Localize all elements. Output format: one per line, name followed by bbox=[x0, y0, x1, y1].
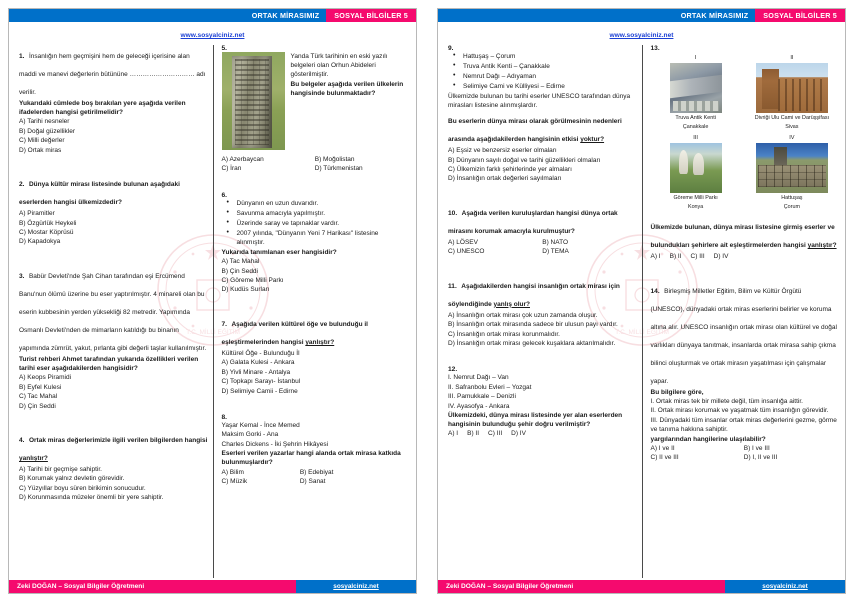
list-item: • 2007 yılında, "Dünyanın Yeni 7 Harikası" listesine alınmıştır. bbox=[226, 229, 409, 248]
q12-option-b[interactable]: B) II bbox=[467, 430, 480, 438]
q12-item-2: II. Safranbolu Evleri – Yozgat bbox=[448, 383, 532, 391]
page2-column-left bbox=[448, 45, 643, 578]
q5-number: 5. bbox=[221, 45, 227, 52]
spacer bbox=[448, 264, 637, 275]
q10-option-c[interactable]: C) UNESCO bbox=[448, 248, 485, 256]
q11-stem: Aşağıdakilerden hangisi insanlığın ortak mirası için söylendiğinde bbox=[448, 282, 620, 308]
q12-option-c[interactable]: C) III bbox=[488, 430, 503, 438]
spacer bbox=[19, 162, 208, 173]
q12-item-3: III. Pamukkale – Denizli bbox=[448, 393, 516, 401]
q13-cell-2-city: Sivas bbox=[785, 124, 799, 131]
q10-option-b[interactable]: B) NATO bbox=[542, 238, 569, 246]
q1-option-c[interactable]: C) Milli değerler bbox=[19, 137, 65, 145]
q12-options bbox=[448, 429, 637, 439]
question-3 bbox=[19, 265, 208, 411]
q6-option-a[interactable]: A) Tac Mahal bbox=[221, 258, 260, 266]
q13-option-a[interactable]: A) I bbox=[650, 253, 661, 261]
q8-stem: Eserleri verilen yazarlar hangi alanda ortak mirasa katkıda bulunmuşlardır? bbox=[221, 450, 401, 467]
q10-stem: Aşağıda verilen kuruluşlardan hangisi dünya ortak mirasını korumak amacıyla kurulmuştur? bbox=[448, 209, 618, 235]
q1-option-a[interactable]: A) Tarihi nesneler bbox=[19, 118, 70, 126]
q12-stem: Ülkemizdeki, dünya mirası listesinde yer alan eserlerden hangisinin bulunduğu şehir doğru verilmiştir? bbox=[448, 412, 623, 429]
q2-option-b[interactable]: B) Özgürlük Heykeli bbox=[19, 219, 77, 227]
q13-cell-2-caption: Divriği Ulu Cami ve Darüşşifası bbox=[754, 115, 830, 121]
q2-option-c[interactable]: C) Mostar Köprüsü bbox=[19, 228, 74, 236]
q6-option-c[interactable]: C) Göreme Milli Parkı bbox=[221, 277, 284, 285]
q6-option-b[interactable]: B) Çin Seddi bbox=[221, 267, 258, 275]
q13-stem-emph: yanlıştır? bbox=[807, 242, 837, 250]
question-11 bbox=[448, 275, 637, 349]
q13-options bbox=[651, 252, 838, 262]
worksheet-page-2 bbox=[437, 8, 846, 594]
q12-option-d[interactable]: D) IV bbox=[511, 430, 526, 438]
list-item: • Üzerinde saray ve tapınaklar vardır. bbox=[226, 219, 409, 228]
q9-option-d[interactable]: D) İnsanlığın ortak değerleri sayılmaları bbox=[448, 175, 562, 183]
q14-stem-3: yargılarından hangilerine ulaşılabilir? bbox=[650, 435, 766, 443]
q5-option-c[interactable]: C) İran bbox=[221, 165, 242, 173]
q6-bullet-list bbox=[222, 199, 409, 248]
svg-text:T.C. MİLLİ EĞİTİM: T.C. MİLLİ EĞİTİM bbox=[614, 329, 669, 337]
footer-site-link[interactable]: sosyalciniz.net bbox=[333, 583, 379, 590]
question-7 bbox=[222, 313, 409, 396]
q14-item-3: III. Dünyadaki tüm insanlar ortak miras değerlerini gezme, görme ve tanıma hakkına sahiptir. bbox=[650, 416, 837, 434]
q13-option-b[interactable]: B) II bbox=[669, 253, 682, 261]
q14-option-a[interactable]: A) I ve II bbox=[650, 444, 675, 452]
q13-stem: Ülkemizde bulunan, dünya mirası listesine girmiş eserler ve bulundukları şehirlere ait eşleştirmelerden hangisi bbox=[650, 224, 835, 250]
q7-option-d[interactable]: D) Selimiye Camii - Edirne bbox=[221, 387, 298, 395]
q13-cell-1 bbox=[651, 55, 741, 131]
q7-number: 7. bbox=[221, 320, 227, 328]
page1-site-line bbox=[9, 22, 416, 43]
q9-number: 9. bbox=[448, 45, 454, 52]
question-8 bbox=[222, 414, 409, 487]
q4-option-b[interactable]: B) Korumak yalnız devletin görevidir. bbox=[19, 475, 125, 483]
q6-option-d[interactable]: D) Kudüs Surları bbox=[221, 286, 270, 294]
page1-body bbox=[9, 43, 416, 580]
q4-stem: Ortak miras değerlerimizle ilgili verilen bilgilerden hangisi bbox=[28, 436, 208, 444]
q5-stem-1: Yanda Türk tarihinin en eski yazılı belgeleri olan Orhun Abideleri gösterilmiştir. bbox=[290, 53, 388, 79]
q1-option-b[interactable]: B) Doğal güzellikler bbox=[19, 127, 75, 135]
page1-column-divider bbox=[213, 45, 214, 578]
spacer bbox=[222, 302, 409, 313]
q12-option-a[interactable]: A) I bbox=[448, 430, 459, 438]
q8-pair-1: Yaşar Kemal - İnce Memed bbox=[221, 421, 300, 429]
list-item: • Truva Antik Kenti – Çanakkale bbox=[452, 62, 637, 71]
q5-stem-2: Bu belgeler aşağıda verilen ülkelerin hangisinde bulunmaktadır? bbox=[290, 80, 404, 97]
q2-option-a[interactable]: A) Piramitler bbox=[19, 210, 55, 218]
q2-number: 2. bbox=[19, 181, 25, 189]
q14-stem-1: Birleşmiş Milletler Eğitim, Bilim ve Kültür Örgütü (UNESCO), dünyadaki ortak miras eserlerini belirler ve koruma altına alır. UNESCO insanlığın ortak mirası olan kültürel ve doğal varlıkları dünyaya tanıtmak, insanlarda ortak mirasa sahip çıkma bilinci oluşturmak ve ortak mirasın yaşatılması için çalışmalar yapar. bbox=[650, 287, 837, 385]
q14-stem-2: Bu bilgilere göre, bbox=[650, 388, 704, 396]
q12-item-1: I. Nemrut Dağı – Van bbox=[448, 374, 509, 382]
page2-column-divider bbox=[642, 45, 643, 578]
q14-item-1: I. Ortak miras tek bir millete değil, tüm insanlığa aittir. bbox=[650, 398, 803, 406]
q5-options-row-2 bbox=[222, 164, 409, 173]
truva-antik-kenti-photo bbox=[670, 63, 722, 113]
q13-cell-3-city: Konya bbox=[687, 204, 704, 211]
q10-option-a[interactable]: A) LÖSEV bbox=[448, 238, 478, 246]
page2-footer bbox=[438, 580, 845, 593]
q13-cell-4-caption: Hattuşaş bbox=[781, 195, 803, 202]
q3-number: 3. bbox=[19, 272, 25, 280]
page1-column-left bbox=[19, 45, 214, 578]
q7-option-b[interactable]: B) Yivli Minare - Antalya bbox=[221, 368, 291, 376]
q13-option-d[interactable]: D) IV bbox=[713, 253, 729, 261]
footer-author: Zeki DOĞAN – Sosyal Bilgiler Öğretmeni bbox=[9, 580, 296, 593]
footer-site-wrap bbox=[296, 580, 416, 593]
page1-column-right bbox=[214, 45, 409, 578]
q10-number: 10. bbox=[448, 209, 458, 217]
q8-option-d[interactable]: D) Sanat bbox=[299, 478, 326, 486]
hattusas-photo bbox=[756, 143, 828, 193]
q10-options-row-2 bbox=[448, 247, 637, 256]
runic-glyphs bbox=[235, 59, 269, 145]
page2-site-line bbox=[438, 22, 845, 43]
q9-stem-2: Bu eserlerin dünya mirası olarak görülmesinin nedenleri arasında aşağıdakilerden hangisinin etkisi bbox=[448, 118, 622, 144]
q8-option-c[interactable]: C) Müzik bbox=[221, 478, 248, 486]
q14-options-row-1 bbox=[651, 444, 838, 453]
q2-stem: Dünya kültür mirası listesinde bulunan aşağıdaki eserlerden hangisi ülkemizdedir? bbox=[19, 181, 180, 207]
page2-body bbox=[438, 43, 845, 580]
question-13 bbox=[651, 45, 838, 262]
q3-option-b[interactable]: B) Eyfel Kulesi bbox=[19, 383, 62, 391]
q4-option-a[interactable]: A) Tarihi bir geçmişe sahiptir. bbox=[19, 465, 102, 473]
q13-cell-2-label: II bbox=[790, 55, 794, 61]
spacer bbox=[448, 355, 637, 366]
question-4 bbox=[19, 429, 208, 503]
q13-cell-3 bbox=[651, 135, 741, 211]
page1-footer bbox=[9, 580, 416, 593]
q13-cell-3-caption: Göreme Milli Parkı bbox=[673, 195, 718, 202]
q9-option-a[interactable]: A) Eşsiz ve benzersiz eserler olmaları bbox=[448, 147, 557, 155]
q13-number: 13. bbox=[650, 45, 660, 52]
q4-number: 4. bbox=[19, 436, 25, 444]
list-item: • Dünyanın en uzun duvarıdır. bbox=[226, 199, 409, 208]
q9-option-b[interactable]: B) Dünyanın sayılı doğal ve tarihi güzellikleri olmaları bbox=[448, 156, 601, 164]
q1-stem-1: İnsanlığın hem geçmişini hem de geleceği içerisine alan maddi ve manevi değerlerin bütününe ………………………… adı verilir. bbox=[19, 53, 206, 96]
q11-option-a[interactable]: A) İnsanlığın ortak mirası çok uzun zamanda oluşur. bbox=[448, 311, 598, 319]
q13-cell-4-city: Çorum bbox=[783, 204, 800, 211]
q13-cell-1-label: I bbox=[694, 55, 697, 61]
q11-number: 11. bbox=[448, 282, 457, 290]
q13-cell-2 bbox=[747, 55, 837, 131]
spacer bbox=[651, 269, 838, 280]
question-9 bbox=[448, 45, 637, 184]
q8-option-a[interactable]: A) Bilim bbox=[221, 468, 244, 476]
q13-image-grid bbox=[651, 55, 838, 211]
svg-text:T.C. MİLLİ EĞİTİM: T.C. MİLLİ EĞİTİM bbox=[185, 329, 240, 337]
q5-option-a[interactable]: A) Azerbaycan bbox=[221, 156, 264, 163]
q1-option-d[interactable]: D) Ortak miras bbox=[19, 146, 62, 154]
q11-option-b[interactable]: B) İnsanlığın ortak mirasında sadece bir ulusun payı vardır. bbox=[448, 321, 618, 329]
q10-option-d[interactable]: D) TEMA bbox=[542, 248, 569, 256]
q11-option-c[interactable]: C) İnsanlığın ortak mirası korunmalıdır. bbox=[448, 330, 560, 338]
q5-options-row-1 bbox=[222, 155, 409, 164]
page2-header bbox=[438, 9, 845, 22]
q9-option-c[interactable]: C) Ülkemizin farklı şehirlerinde yer almaları bbox=[448, 165, 572, 173]
q14-number: 14. bbox=[650, 287, 660, 295]
site-link[interactable]: www.sosyalciniz.net bbox=[180, 32, 245, 39]
question-2 bbox=[19, 173, 208, 247]
q4-stem-emph: yanlıştır? bbox=[19, 454, 48, 462]
q14-option-d[interactable]: D) I, II ve III bbox=[743, 454, 778, 462]
q13-option-c[interactable]: C) III bbox=[690, 253, 705, 261]
spacer bbox=[222, 403, 409, 414]
list-item: • Nemrut Dağı – Adıyaman bbox=[452, 72, 637, 81]
q8-options-row-1 bbox=[222, 468, 409, 477]
list-item: • Savunma amacıyla yapılmıştır. bbox=[226, 209, 409, 218]
q14-option-c[interactable]: C) II ve III bbox=[650, 454, 679, 462]
q7-option-c[interactable]: C) Topkapı Sarayı- İstanbul bbox=[221, 378, 301, 386]
q3-stem-2: Turist rehberi Ahmet tarafından yukarıda özellikleri verilen tarihi eser aşağıdakilerden hangisidir? bbox=[19, 355, 199, 373]
q7-stem-emph: yanlıştır? bbox=[305, 338, 335, 346]
q13-cell-1-city: Çanakkale bbox=[682, 124, 709, 131]
q11-option-d[interactable]: D) İnsanlığın ortak mirası gelecek kuşaklara aktarılmalıdır. bbox=[448, 339, 616, 347]
q13-cell-1-caption: Truva Antik Kenti bbox=[675, 115, 716, 121]
q5-option-d[interactable]: D) Türkmenistan bbox=[314, 165, 363, 173]
worksheet-page-1 bbox=[8, 8, 417, 594]
spacer bbox=[222, 181, 409, 192]
spacer bbox=[19, 254, 208, 265]
spacer bbox=[448, 191, 637, 202]
footer-site-link[interactable]: sosyalciniz.net bbox=[762, 583, 808, 590]
question-6 bbox=[222, 192, 409, 295]
q2-option-d[interactable]: D) Kapadokya bbox=[19, 238, 61, 246]
q3-option-a[interactable]: A) Keops Piramidi bbox=[19, 374, 72, 382]
q4-option-d[interactable]: D) Korunmasında müzeler önemli bir yere sahiptir. bbox=[19, 494, 164, 502]
q7-table-head: Kültürel Öğe - Bulunduğu İl bbox=[221, 349, 300, 357]
list-item: • Hattuşaş – Çorum bbox=[452, 52, 637, 61]
q11-stem-emph: yanlış olur? bbox=[493, 300, 530, 308]
q9-bullet-list bbox=[448, 52, 637, 91]
q6-number: 6. bbox=[221, 191, 227, 199]
q9-stem-1: Ülkemizde bulunan bu tarihi eserler UNESCO tarafından dünya mirasları listesine alınmışlardır. bbox=[448, 92, 631, 109]
question-10 bbox=[448, 202, 637, 257]
site-link[interactable]: www.sosyalciniz.net bbox=[609, 32, 674, 39]
question-14 bbox=[651, 280, 838, 463]
q3-stem-1: Babür Devleti'nde Şah Cihan tarafından eşi Ercümend Banu'nun ölümü üzerine bu eser yaptırılmıştır. 4 minareli olan bu eserin kubbesinin yerden yüksekliği 82 metredir. Yapımında Osmanlı Devleti'nden de mimarların katıldığı bu binanın yapımında zümrüt, yakut, pırlanta gibi değerli taşlar kullanılmıştır. bbox=[19, 272, 207, 352]
header-subject: SOSYAL BİLGİLER 5 bbox=[326, 9, 416, 22]
goreme-milli-parki-photo bbox=[670, 143, 722, 193]
q14-item-2: II. Ortak mirası korumak ve yaşatmak tüm insanlığın görevidir. bbox=[650, 407, 829, 415]
q7-stem: Aşağıda verilen kültürel öğe ve bulunduğu il eşleştirmelerinden hangisi bbox=[221, 320, 368, 346]
q5-option-b[interactable]: B) Moğolistan bbox=[314, 156, 355, 163]
header-title: ORTAK MİRASIMIZ bbox=[438, 9, 755, 22]
q14-options-row-2 bbox=[651, 453, 838, 462]
q1-stem-2: Yukarıdaki cümlede boş bırakılan yere aşağıda verilen ifadelerden hangisi getirilmelidir? bbox=[19, 100, 186, 117]
header-subject: SOSYAL BİLGİLER 5 bbox=[755, 9, 845, 22]
list-item: • Selimiye Cami ve Külliyesi – Edirne bbox=[452, 82, 637, 91]
q13-cell-3-label: III bbox=[693, 135, 698, 142]
divrigi-ulu-cami-photo bbox=[756, 63, 828, 113]
q10-options-row-1 bbox=[448, 238, 637, 247]
orhun-abideleri-image bbox=[222, 52, 285, 150]
q1-number: 1. bbox=[19, 53, 25, 60]
question-5 bbox=[222, 45, 409, 174]
q8-options-row-2 bbox=[222, 477, 409, 486]
q14-option-b[interactable]: B) I ve III bbox=[743, 444, 770, 452]
q6-stem: Yukarıda tanımlanan eser hangisidir? bbox=[221, 248, 337, 256]
q9-stem-emph: yoktur? bbox=[580, 136, 605, 144]
header-title: ORTAK MİRASIMIZ bbox=[9, 9, 326, 22]
q8-pair-2: Maksim Gorki - Ana bbox=[221, 431, 279, 439]
footer-author: Zeki DOĞAN – Sosyal Bilgiler Öğretmeni bbox=[438, 580, 725, 593]
q3-option-d[interactable]: D) Çin Seddi bbox=[19, 402, 56, 410]
q8-number: 8. bbox=[221, 413, 227, 421]
q8-pair-3: Charles Dickens - İki Şehrin Hikâyesi bbox=[221, 440, 329, 448]
spacer bbox=[19, 418, 208, 429]
q8-option-b[interactable]: B) Edebiyat bbox=[299, 468, 334, 476]
page2-column-right bbox=[643, 45, 838, 578]
q12-number: 12. bbox=[448, 366, 458, 374]
q3-option-c[interactable]: C) Tac Mahal bbox=[19, 393, 58, 401]
footer-site-wrap bbox=[725, 580, 845, 593]
q7-option-a[interactable]: A) Galata Kulesi - Ankara bbox=[221, 359, 295, 367]
question-1 bbox=[19, 45, 208, 155]
q13-cell-4-label: IV bbox=[789, 135, 795, 142]
page1-header bbox=[9, 9, 416, 22]
q13-cell-4 bbox=[747, 135, 837, 211]
q4-option-c[interactable]: C) Yüzyıllar boyu süren birikimin sonucudur. bbox=[19, 484, 146, 492]
q12-item-4: IV. Ayasofya - Ankara bbox=[448, 402, 510, 410]
question-12 bbox=[448, 366, 637, 439]
